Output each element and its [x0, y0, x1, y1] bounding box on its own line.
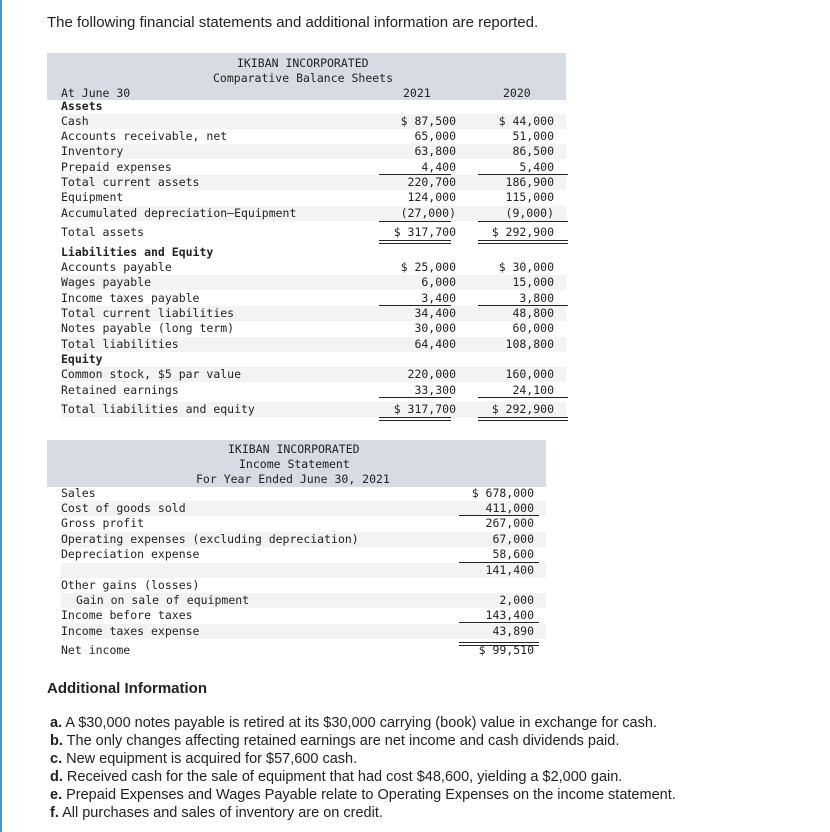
- is-value: 141,400: [485, 563, 534, 577]
- note-letter: e.: [50, 787, 63, 803]
- is-row: [61, 501, 546, 516]
- bs-value-2020: 24,100: [512, 383, 554, 397]
- is-value: $ 99,510: [478, 643, 534, 657]
- bs-row-label: Equity: [61, 352, 103, 366]
- rule: [478, 174, 568, 175]
- bs-row-label: Common stock, $5 par value: [61, 367, 242, 381]
- bs-value-2021: 3,400: [421, 291, 456, 305]
- bs-value-2020: 108,800: [505, 337, 554, 351]
- note-letter: b.: [50, 733, 63, 749]
- bs-row: [61, 291, 566, 306]
- rule: [459, 562, 539, 563]
- is-value: 43,890: [492, 624, 534, 638]
- bs-row-label: Accumulated depreciation—Equipment: [61, 206, 297, 220]
- is-row: [61, 486, 546, 501]
- income-statement-table: [61, 486, 546, 661]
- double-rule: [379, 240, 451, 244]
- bs-value-2021: 220,000: [407, 367, 456, 381]
- bs-value-2021: 65,000: [414, 129, 456, 143]
- bs-value-2021: 30,000: [414, 321, 456, 335]
- bs-row-label: Total assets: [61, 225, 145, 239]
- bs-year-2020: 2020: [503, 86, 531, 100]
- bs-row: [61, 99, 566, 114]
- is-row: [61, 563, 546, 578]
- bs-row: [61, 175, 566, 190]
- note-text: A $30,000 notes payable is retired at its $30,000 carrying (book) value in exchange for cash.: [62, 715, 657, 731]
- bs-row: [61, 160, 566, 175]
- bs-date-label: At June 30: [61, 86, 131, 100]
- bs-value-2021: 64,400: [414, 337, 456, 351]
- bs-row: [61, 245, 566, 260]
- is-value: 2,000: [499, 593, 534, 607]
- bs-value-2021: 33,300: [414, 383, 456, 397]
- note-letter: a.: [50, 715, 63, 731]
- is-row: [61, 516, 546, 531]
- additional-info-notes: [50, 714, 676, 822]
- bs-row: [61, 367, 566, 382]
- is-row: [61, 593, 546, 608]
- bs-value-2021: $ 317,700: [393, 402, 456, 416]
- bs-row-label: Equipment: [61, 190, 124, 204]
- left-border: [0, 0, 2, 832]
- double-rule: [478, 417, 568, 421]
- bs-value-2020: 48,800: [512, 306, 554, 320]
- note-item: [50, 732, 676, 750]
- bs-value-2021: $ 25,000: [400, 260, 456, 274]
- bs-value-2020: 51,000: [512, 129, 554, 143]
- bs-value-2020: 186,900: [505, 175, 554, 189]
- is-value: 411,000: [485, 501, 534, 515]
- bs-row-label: Cash: [61, 114, 89, 128]
- rule: [478, 397, 568, 398]
- bs-row-label: Accounts receivable, net: [61, 129, 228, 143]
- bs-row-label: Total liabilities and equity: [61, 402, 255, 416]
- bs-row: [61, 206, 566, 221]
- bs-row: [61, 225, 566, 240]
- is-row-label: Income before taxes: [61, 608, 193, 622]
- bs-row-label: Total current assets: [61, 175, 200, 189]
- note-text: The only changes affecting retained earnings are net income and cash dividends paid.: [62, 733, 620, 749]
- note-item: [50, 768, 676, 786]
- bs-row: [61, 352, 566, 367]
- bs-value-2020: 115,000: [505, 190, 554, 204]
- rule: [379, 305, 451, 306]
- note-text: All purchases and sales of inventory are on credit.: [58, 805, 383, 821]
- bs-row-label: Wages payable: [61, 275, 152, 289]
- bs-value-2020: (9,000): [505, 206, 554, 220]
- is-row-label: Other gains (losses): [61, 578, 200, 592]
- bs-row-label: Prepaid expenses: [61, 160, 172, 174]
- bs-company: IKIBAN INCORPORATED: [237, 56, 369, 70]
- bs-value-2020: 160,000: [505, 367, 554, 381]
- note-item: [50, 714, 676, 732]
- is-row-label: Income taxes expense: [61, 624, 200, 638]
- bs-row-label: Accounts payable: [61, 260, 172, 274]
- rule: [459, 622, 539, 623]
- bs-value-2021: $ 317,700: [393, 225, 456, 239]
- bs-year-2021: 2021: [403, 86, 431, 100]
- bs-value-2020: 5,400: [519, 160, 554, 174]
- rule: [379, 221, 451, 222]
- note-item: [50, 786, 676, 804]
- rule: [379, 174, 451, 175]
- additional-info-title: Additional Information: [47, 680, 207, 697]
- bs-row: [61, 260, 566, 275]
- note-letter: c.: [50, 751, 63, 767]
- note-letter: d.: [50, 769, 63, 785]
- bs-value-2020: 3,800: [519, 291, 554, 305]
- bs-value-2020: 15,000: [512, 275, 554, 289]
- bs-value-2021: 6,000: [421, 275, 456, 289]
- note-item: [50, 750, 676, 768]
- is-row: [61, 624, 546, 639]
- is-value: $ 678,000: [471, 486, 534, 500]
- bs-row: [61, 275, 566, 290]
- note-text: Received cash for the sale of equipment that had cost $48,600, yielding a $2,000 gain.: [62, 769, 623, 785]
- bs-row: [61, 306, 566, 321]
- bs-value-2021: 34,400: [414, 306, 456, 320]
- bs-row: [61, 190, 566, 205]
- bs-value-2021: 63,800: [414, 144, 456, 158]
- bs-row: [61, 337, 566, 352]
- double-rule: [478, 240, 568, 244]
- bs-row: [61, 402, 566, 417]
- note-text: Prepaid Expenses and Wages Payable relate to Operating Expenses on the income statement.: [62, 787, 676, 803]
- is-row-label: Sales: [61, 486, 96, 500]
- is-row-label: Gain on sale of equipment: [76, 593, 250, 607]
- is-value: 67,000: [492, 532, 534, 546]
- bs-value-2021: 124,000: [407, 190, 456, 204]
- bs-row-label: Total liabilities: [61, 337, 179, 351]
- is-company: IKIBAN INCORPORATED: [228, 442, 360, 456]
- is-row-label: Operating expenses (excluding depreciation): [61, 532, 359, 546]
- is-row-label: Gross profit: [61, 516, 145, 530]
- is-title: Income Statement: [239, 457, 350, 471]
- bs-value-2021: 220,700: [407, 175, 456, 189]
- bs-row: [61, 129, 566, 144]
- is-row-label: Depreciation expense: [61, 547, 200, 561]
- bs-row-label: Retained earnings: [61, 383, 179, 397]
- note-item: [50, 804, 676, 822]
- is-row: [61, 608, 546, 623]
- bs-row-label: Income taxes payable: [61, 291, 200, 305]
- is-row-label: Net income: [61, 643, 131, 657]
- bs-row-label: Liabilities and Equity: [61, 245, 214, 259]
- bs-value-2021: $ 87,500: [400, 114, 456, 128]
- is-row: [61, 547, 546, 562]
- bs-row-label: Assets: [61, 99, 103, 113]
- rule: [379, 397, 451, 398]
- is-row: [61, 532, 546, 547]
- bs-value-2020: 60,000: [512, 321, 554, 335]
- bs-value-2020: $ 30,000: [498, 260, 554, 274]
- is-value: 58,600: [492, 547, 534, 561]
- bs-row: [61, 383, 566, 398]
- bs-value-2020: $ 292,900: [491, 402, 554, 416]
- is-value: 267,000: [485, 516, 534, 530]
- rule: [478, 305, 568, 306]
- is-row: [61, 578, 546, 593]
- bs-value-2020: $ 44,000: [498, 114, 554, 128]
- bs-title: Comparative Balance Sheets: [213, 71, 394, 85]
- rule: [478, 221, 568, 222]
- rule: [459, 515, 539, 516]
- balance-sheet-table: [61, 99, 566, 424]
- bs-value-2021: 4,400: [421, 160, 456, 174]
- double-rule: [459, 642, 539, 646]
- note-letter: f.: [50, 805, 59, 821]
- double-rule: [379, 417, 451, 421]
- bs-row: [61, 144, 566, 159]
- bs-value-2020: 86,500: [512, 144, 554, 158]
- note-text: New equipment is acquired for $57,600 cash.: [62, 751, 358, 767]
- bs-row-label: Inventory: [61, 144, 124, 158]
- is-value: 143,400: [485, 608, 534, 622]
- bs-value-2020: $ 292,900: [491, 225, 554, 239]
- bs-row-label: Notes payable (long term): [61, 321, 235, 335]
- is-row-label: Cost of goods sold: [61, 501, 186, 515]
- intro-text: The following financial statements and additional information are reported.: [47, 14, 539, 31]
- bs-row: [61, 114, 566, 129]
- is-period: For Year Ended June 30, 2021: [196, 472, 390, 486]
- bs-value-2021: (27,000): [400, 206, 456, 220]
- bs-row: [61, 321, 566, 336]
- bs-row-label: Total current liabilities: [61, 306, 235, 320]
